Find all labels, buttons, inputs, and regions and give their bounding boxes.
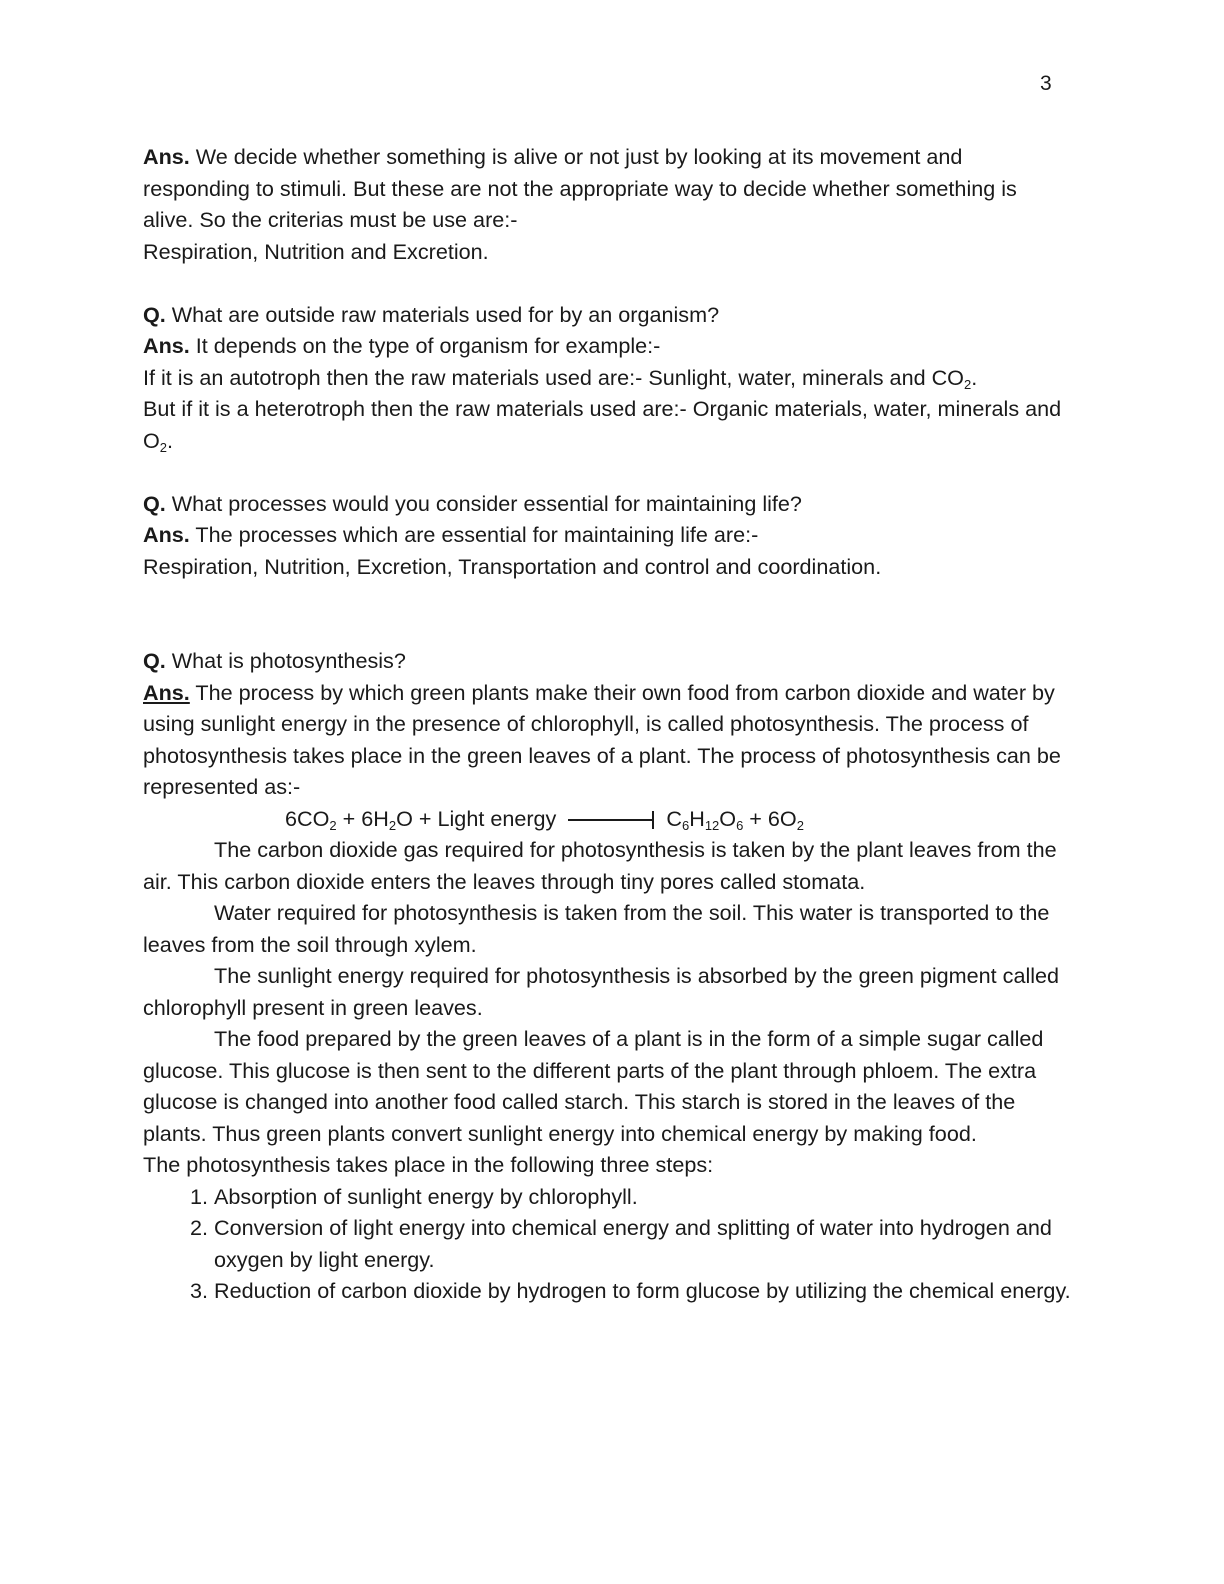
ans-label: Ans. [143, 522, 190, 547]
eq-text: 6CO [285, 805, 330, 831]
subscript: 12 [704, 817, 720, 833]
answer-alive [143, 141, 1073, 236]
eq-text: C [666, 805, 682, 831]
text: If it is an autotroph then the raw materials used are:- Sunlight, water, minerals and CO [143, 364, 964, 390]
question-photosynthesis [143, 645, 1073, 677]
subscript: 2 [388, 817, 397, 833]
ans-label: Ans. [143, 333, 190, 358]
eq-text: O + Light energy [396, 805, 557, 831]
paragraph-sunlight: The sunlight energy required for photosynthesis is absorbed by the green pigment called chlorophyll present in green leaves. [143, 963, 1060, 1020]
steps-intro: The photosynthesis takes place in the following three steps: [143, 1152, 714, 1177]
ans-text: The processes which are essential for maintaining life are:- [189, 522, 759, 547]
paragraph-water: Water required for photosynthesis is taken from the soil. This water is transported to the leaves from the soil through xylem. [143, 900, 1050, 957]
q-label: Q. [143, 490, 166, 516]
criteria-line: Respiration, Nutrition and Excretion. [143, 238, 489, 264]
paragraph-carbon-dioxide: The carbon dioxide gas required for photosynthesis is taken by the plant leaves from the air. This carbon dioxide enters the leaves through tiny pores called stomata. [143, 837, 1057, 894]
q-text: What processes would you consider essential for maintaining life? [165, 490, 802, 516]
question-processes [143, 488, 1073, 520]
subscript: 6 [681, 817, 690, 833]
document-body [143, 141, 1073, 1307]
text: . [167, 427, 174, 453]
text: . [971, 364, 978, 390]
ans-text: The process by which green plants make their own food from carbon dioxide and water by using sunlight energy in the presence of chlorophyll, is called photosynthesis. The process of photosynthesis takes place in the green leaves of a plant. The process of photosynthesis can be represented as:- [143, 679, 1061, 799]
ans-text: It depends on the type of organism for example:- [189, 333, 661, 358]
list-item: 2. Conversion of light energy into chemical energy and splitting of water into hydrogen and oxygen by light energy. [214, 1212, 1073, 1275]
eq-text: + 6O [743, 805, 797, 831]
ans-label: Ans. [143, 679, 190, 705]
eq-text: + 6H [336, 805, 389, 831]
subscript: 2 [796, 817, 804, 833]
subscript: 2 [963, 376, 972, 392]
list-item: 3. Reduction of carbon dioxide by hydrogen to form glucose by utilizing the chemical energy. [214, 1275, 1073, 1307]
answer-processes [143, 519, 1073, 551]
eq-text: O [719, 805, 737, 831]
processes-list-line: Respiration, Nutrition, Excretion, Transportation and control and coordination. [143, 553, 882, 579]
answer-photosynthesis [143, 677, 1073, 803]
heterotroph-line [143, 393, 1073, 456]
q-text: What are outside raw materials used for by an organism? [165, 301, 720, 327]
q-text: What is photosynthesis? [165, 648, 406, 673]
photosynthesis-equation [143, 803, 1073, 835]
q-label: Q. [143, 648, 166, 673]
ans-text: We decide whether something is alive or not just by looking at its movement and responding to stimuli. But these are not the appropriate way to decide whether something is alive. So the criterias must be use are:- [143, 144, 1017, 232]
ans-label: Ans. [143, 144, 190, 169]
eq-text: H [689, 805, 705, 831]
reaction-arrow-icon [568, 819, 654, 821]
q-label: Q. [143, 301, 166, 327]
paragraph-food: The food prepared by the green leaves of a plant is in the form of a simple sugar called glucose. This glucose is then sent to the different parts of the plant through phloem. The extra glucose is changed into another food called starch. This starch is stored in the leaves of the plants. Thus green plants convert sunlight energy into chemical energy by making food. [143, 1026, 1044, 1146]
autotroph-line [143, 362, 1073, 394]
subscript: 2 [159, 439, 168, 455]
subscript: 2 [329, 817, 337, 833]
answer-raw-materials [143, 330, 1073, 362]
subscript: 6 [736, 817, 744, 833]
steps-list [143, 1181, 1073, 1307]
text: But if it is a heterotroph then the raw materials used are:- Organic materials, water, minerals and O [143, 396, 1062, 453]
question-raw-materials [143, 299, 1073, 331]
list-item: 1. Absorption of sunlight energy by chlorophyll. [214, 1181, 1073, 1213]
page-number: 3 [1040, 72, 1052, 95]
